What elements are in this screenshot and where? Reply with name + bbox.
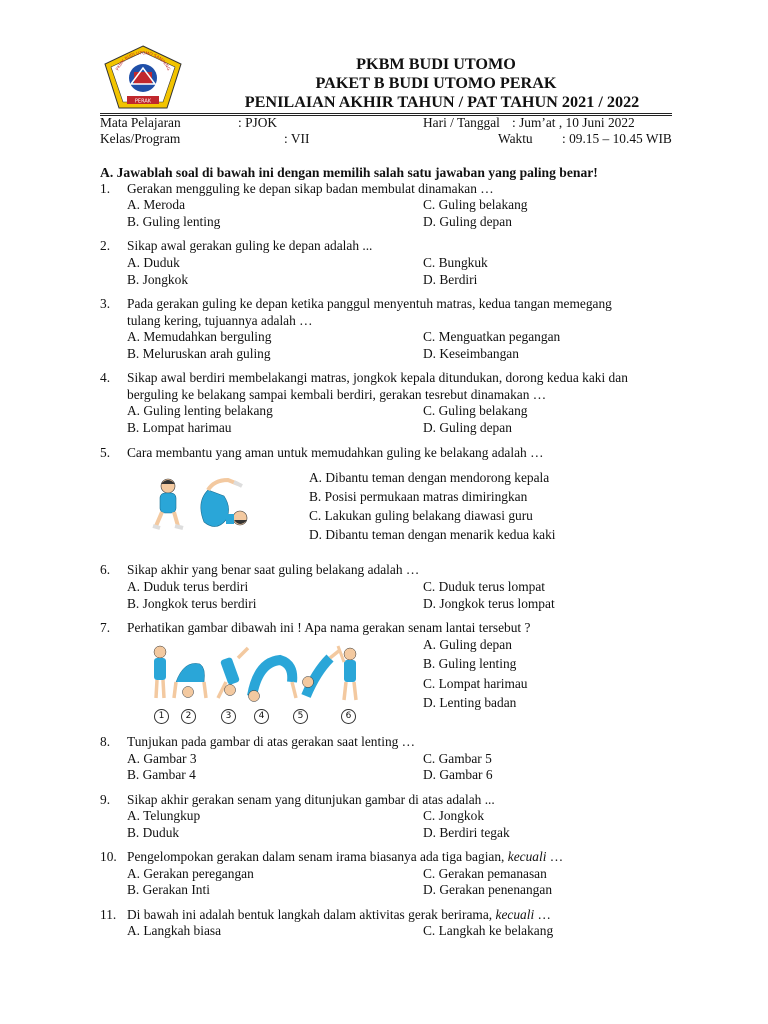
option-d: D. Berdiri (423, 272, 478, 287)
question-text: Perhatikan gambar dibawah ini ! Apa nama gerakan senam lantai tersebut ? (127, 620, 531, 635)
option-c: C. Guling belakang (423, 403, 528, 418)
option-a: A. Telungkup (127, 808, 201, 823)
question-text: Sikap akhir yang benar saat guling belakang adalah … (127, 562, 420, 577)
question-number: 7. (100, 620, 111, 635)
program-title: PAKET B BUDI UTOMO PERAK (315, 74, 557, 92)
svg-text:PKBM BUDI UTOMO SAMPANG: PKBM BUDI UTOMO SAMPANG (114, 50, 172, 72)
question-number: 10. (100, 849, 117, 864)
question-number: 9. (100, 792, 111, 807)
option-b: B. Gambar 4 (127, 767, 196, 782)
option-a: A. Duduk terus berdiri (127, 579, 249, 594)
subject-label: Mata Pelajaran (100, 115, 181, 130)
question-text-cont: berguling ke belakang sampai kembali berdiri, gerakan tesrebut dinamakan … (127, 387, 547, 402)
option-c: C. Lompat harimau (423, 676, 528, 691)
question-number: 3. (100, 296, 111, 311)
option-d: D. Guling depan (423, 214, 512, 229)
option-d: D. Gerakan penenangan (423, 882, 553, 897)
question-text: Pengelompokan gerakan dalam senam irama biasanya ada tiga bagian, kecuali … (127, 849, 564, 864)
option-d: D. Lenting badan (423, 695, 517, 710)
option-b: B. Guling lenting (127, 214, 221, 229)
option-c: C. Menguatkan pegangan (423, 329, 561, 344)
option-b: B. Meluruskan arah guling (127, 346, 271, 361)
option-c: C. Jongkok (423, 808, 485, 823)
option-a: A. Duduk (127, 255, 180, 270)
option-b: B. Duduk (127, 825, 180, 840)
option-c: C. Duduk terus lompat (423, 579, 545, 594)
question-number: 4. (100, 370, 111, 385)
question-text: Sikap awal gerakan guling ke depan adalah ... (127, 238, 373, 253)
option-a: A. Gambar 3 (127, 751, 197, 766)
figure-number-3: 3 (221, 709, 236, 724)
option-b: B. Jongkok terus berdiri (127, 596, 257, 611)
section-a-instruction: A. Jawablah soal di bawah ini dengan memilih salah satu jawaban yang paling benar! (100, 165, 598, 180)
figure-number-1: 1 (154, 709, 169, 724)
time-label: Waktu (498, 131, 533, 146)
question-number: 2. (100, 238, 111, 253)
option-c: C. Lakukan guling belakang diawasi guru (309, 508, 533, 523)
option-b: B. Posisi permukaan matras dimiringkan (309, 489, 528, 504)
option-c: C. Gerakan pemanasan (423, 866, 547, 881)
class-value: : VII (284, 131, 310, 146)
backward-roll-figure (148, 474, 258, 534)
date-value: : Jum’at , 10 Juni 2022 (512, 115, 635, 130)
option-a: A. Gerakan peregangan (127, 866, 254, 881)
question-text: Sikap awal berdiri membelakangi matras, jongkok kepala ditundukan, dorong kedua kaki dan (127, 370, 628, 385)
option-b: B. Gerakan Inti (127, 882, 210, 897)
option-a: A. Guling depan (423, 637, 512, 652)
question-text: Cara membantu yang aman untuk memudahkan guling ke belakang adalah … (127, 445, 544, 460)
option-d: D. Guling depan (423, 420, 512, 435)
option-c: C. Gambar 5 (423, 751, 492, 766)
option-d: D. Jongkok terus lompat (423, 596, 555, 611)
option-a: A. Meroda (127, 197, 186, 212)
option-d: D. Dibantu teman dengan menarik kedua kaki (309, 527, 556, 542)
school-title: PKBM BUDI UTOMO (356, 55, 516, 73)
question-text: Gerakan mengguling ke depan sikap badan membulat dinamakan … (127, 181, 494, 196)
date-label: Hari / Tanggal (423, 115, 500, 130)
option-d: D. Keseimbangan (423, 346, 519, 361)
question-text-cont: tulang kering, tujuannya adalah … (127, 313, 313, 328)
subject-value: : PJOK (238, 115, 278, 130)
option-b: B. Guling lenting (423, 656, 517, 671)
option-b: B. Lompat harimau (127, 420, 232, 435)
school-logo (103, 44, 183, 110)
question-text: Pada gerakan guling ke depan ketika panggul menyentuh matras, kedua tangan memegang (127, 296, 612, 311)
figure-number-6: 6 (341, 709, 356, 724)
question-number: 6. (100, 562, 111, 577)
question-number: 1. (100, 181, 111, 196)
option-c: C. Langkah ke belakang (423, 923, 554, 938)
option-a: A. Memudahkan berguling (127, 329, 272, 344)
figure-number-4: 4 (254, 709, 269, 724)
question-text: Di bawah ini adalah bentuk langkah dalam aktivitas gerak berirama, kecuali … (127, 907, 551, 922)
question-text: Sikap akhir gerakan senam yang ditunjukan gambar di atas adalah ... (127, 792, 495, 807)
option-a: A. Langkah biasa (127, 923, 222, 938)
class-label: Kelas/Program (100, 131, 181, 146)
question-number: 8. (100, 734, 111, 749)
figure-number-2: 2 (181, 709, 196, 724)
option-a: A. Guling lenting belakang (127, 403, 273, 418)
option-d: D. Berdiri tegak (423, 825, 510, 840)
option-c: C. Bungkuk (423, 255, 488, 270)
svg-text:PERAK: PERAK (134, 98, 152, 105)
handspring-sequence-figure (148, 642, 363, 706)
question-number: 11. (100, 907, 117, 922)
figure-number-5: 5 (293, 709, 308, 724)
option-b: B. Jongkok (127, 272, 189, 287)
option-c: C. Guling belakang (423, 197, 528, 212)
option-a: A. Dibantu teman dengan mendorong kepala (309, 470, 550, 485)
option-d: D. Gambar 6 (423, 767, 493, 782)
time-value: : 09.15 – 10.45 WIB (562, 131, 672, 146)
exam-title: PENILAIAN AKHIR TAHUN / PAT TAHUN 2021 / 2022 (244, 93, 640, 111)
question-number: 5. (100, 445, 111, 460)
question-text: Tunjukan pada gambar di atas gerakan saat lenting … (127, 734, 416, 749)
